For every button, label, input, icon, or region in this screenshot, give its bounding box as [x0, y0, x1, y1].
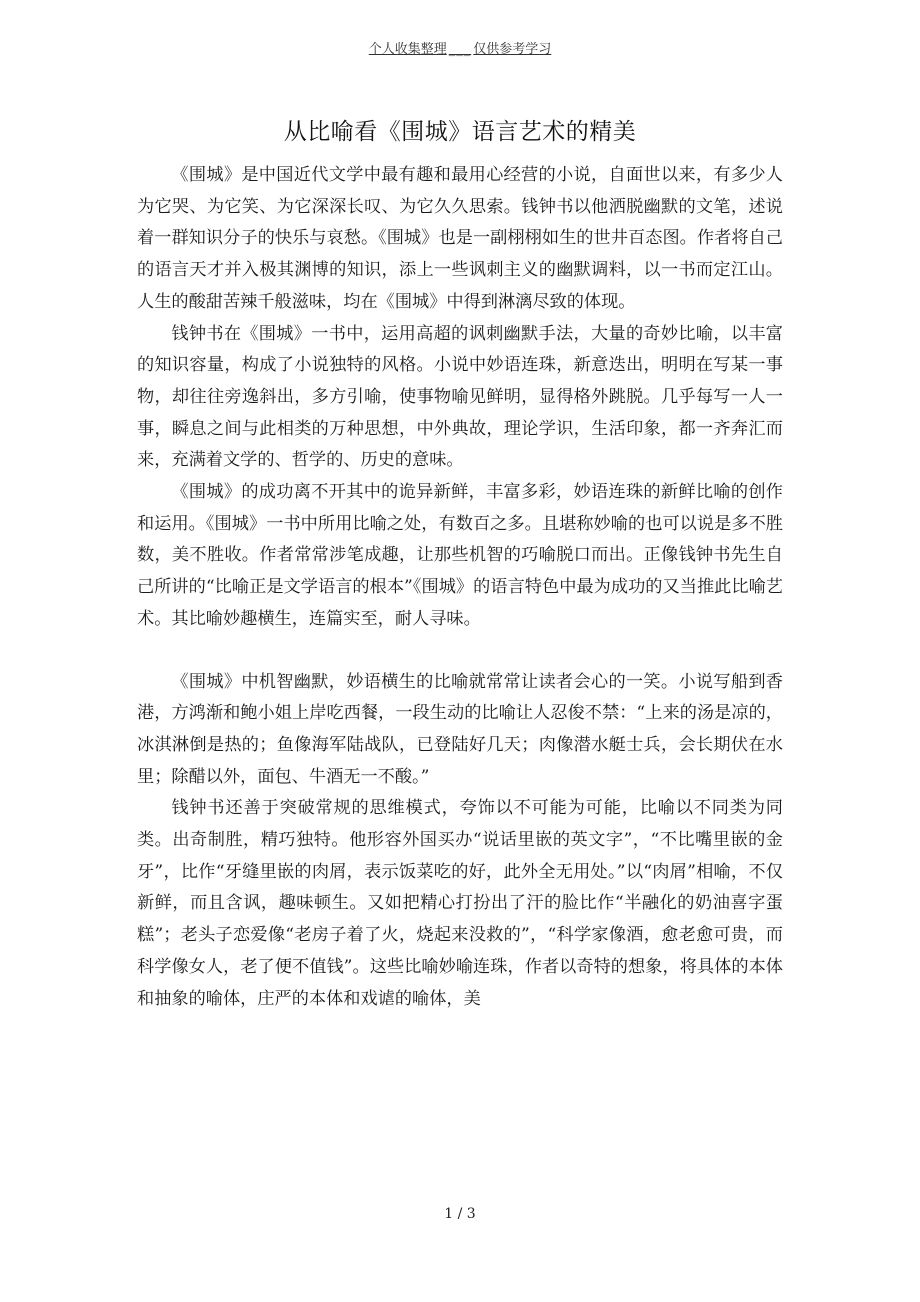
- document-body: [137, 160, 783, 1015]
- paragraph-4: 《围城》中机智幽默，妙语横生的比喻就常常让读者会心的一笑。小说写船到香港，方鸿渐和鲍小姐上岸吃西餐，一段生动的比喻让人忍俊不禁：“上来的汤是凉的，冰淇淋倒是热的；鱼像海军陆战队，已登陆好几天；肉像潜水艇士兵，会长期伏在水里；除醋以外，面包、牛酒无一不酸。”: [137, 671, 783, 787]
- paragraph-3: 《围城》的成功离不开其中的诡异新鲜，丰富多彩，妙语连珠的新鲜比喻的创作和运用。《围城》一书中所用比喻之处，有数百之多。且堪称妙喻的也可以说是多不胜数，美不胜收。作者常常涉笔成趣，让那些机智的巧喻脱口而出。正像钱钟书先生自己所讲的“比喻正是文学语言的根本”《围城》的语言特色中最为成功的又当推此比喻艺术。其比喻妙趣横生，连篇实至，耐人寻味。: [137, 482, 783, 629]
- paragraph-1: 《围城》是中国近代文学中最有趣和最用心经营的小说，自面世以来，有多少人为它哭、为它笑、为它深深长叹、为它久久思索。钱钟书以他洒脱幽默的文笔，述说着一群知识分子的快乐与哀愁。《围城》也是一副栩栩如生的世井百态图。作者将自己的语言天才并入极其渊博的知识，添上一些讽刺主义的幽默调料，以一书而定江山。人生的酸甜苦辣千般滋味，均在《围城》中得到淋漓尽致的体现。: [137, 165, 783, 312]
- paragraph-5: 钱钟书还善于突破常规的思维模式，夸饰以不可能为可能，比喻以不同类为同类。出奇制胜，精巧独特。他形容外国买办“说话里嵌的英文字”，“不比嘴里嵌的金牙”，比作“牙缝里嵌的肉屑，表示饭菜吃的好，此外全无用处。”以“肉屑”相喻，不仅新鲜，而且含讽，趣味顿生。又如把精心打扮出了汗的脸比作“半融化的奶油喜字蛋糕”；老头子恋爱像“老房子着了火，烧起来没救的”，“科学家像酒，愈老愈可贵，而科学像女人，老了便不值钱”。这些比喻妙喻连珠，作者以奇特的想象，将具体的本体和抽象的喻体，庄严的本体和戏谑的喻体，美: [137, 798, 783, 1009]
- page-number: 1 / 3: [444, 1206, 476, 1222]
- document-title: 从比喻看《围城》语言艺术的精美: [283, 119, 637, 145]
- header-right-text: 仅供参考学习: [473, 42, 552, 57]
- header-left-text: 个人收集整理: [368, 42, 447, 57]
- paragraph-2: 钱钟书在《围城》一书中，运用高超的讽刺幽默手法，大量的奇妙比喻，以丰富的知识容量，构成了小说独特的风格。小说中妙语连珠，新意迭出，明明在写某一事物，却往往旁逸斜出，多方引喻，使事物喻见鲜明，显得格外跳脱。几乎每写一人一事，瞬息之间与此相类的万种思想，中外典故，理论学识，生活印象，都一齐奔汇而来，充满着文学的、哲学的、历史的意味。: [137, 323, 783, 471]
- header-separator: ___: [448, 42, 472, 57]
- page-header: [0, 38, 920, 57]
